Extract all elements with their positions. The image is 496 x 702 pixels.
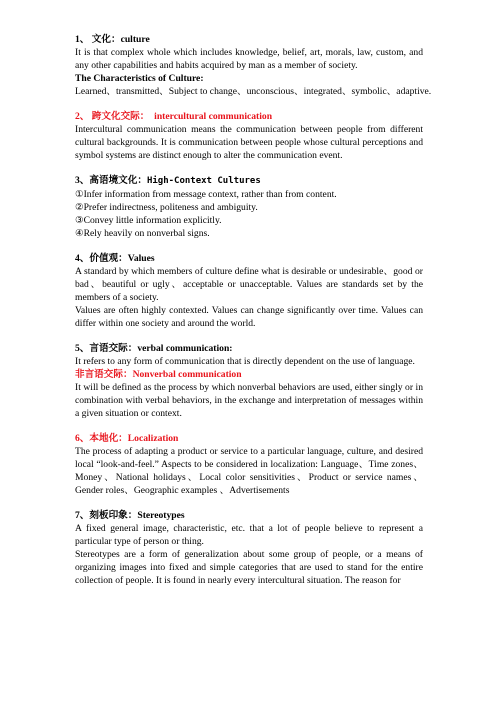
heading-en: intercultural communication [154, 111, 273, 122]
nonverbal-heading [75, 368, 423, 381]
nonverbal-definition-text: It will be defined as the process by which nonverbal behaviors are used, either singly or in combination with verbal behaviors, in the exchange and interpretation of messages within a given situation or context. [75, 382, 423, 419]
characteristics-list: Learned、transmitted、Subject to change、unconscious、integrated、symbolic、adaptive. [75, 86, 432, 97]
definition-text: It is that complex whole which includes knowledge, belief, art, morals, law, custom, and any other capabilities and habits acquired by man as a member of society. [75, 47, 423, 71]
heading-cn: 本地化： [89, 433, 128, 444]
section-culture [75, 33, 432, 98]
heading-en: Localization [127, 433, 179, 444]
characteristics-heading: The Characteristics of Culture: [75, 73, 204, 84]
section-heading [75, 110, 423, 123]
list-item: ④Rely heavily on nonverbal signs. [75, 228, 210, 239]
heading-cn: 非言语交际： [75, 369, 133, 380]
list-item: ②Prefer indirectness, politeness and ambiguity. [75, 202, 258, 213]
list-item: ③Convey little information explicitly. [75, 215, 222, 226]
heading-cn: 刻板印象： [89, 510, 138, 521]
section-heading [75, 33, 423, 46]
heading-en: Values [127, 253, 155, 264]
section-number: 3、 [75, 175, 90, 186]
section-verbal-communication [75, 342, 423, 420]
heading-en: Stereotypes [137, 510, 185, 521]
definition-text: A fixed general image, characteristic, etc. that a lot of people believe to represent a particular type of person or thing. [75, 523, 423, 547]
paragraph-text: Values are often highly contexted. Values can change significantly over time. Values can differ within one society and around the world. [75, 305, 423, 329]
section-heading [75, 342, 423, 355]
section-stereotypes [75, 509, 423, 587]
section-heading [75, 432, 423, 445]
section-heading [75, 174, 423, 188]
heading-en: Nonverbal communication [132, 369, 242, 380]
heading-en: verbal communication: [137, 343, 233, 354]
list-item: ①Infer information from message context, rather than from content. [75, 189, 337, 200]
paragraph-text: Stereotypes are a form of generalization about some group of people, or a means of organizing images into fixed and simple categories that are used to stand for the entire collection of people. It is found in nearly every intercultural situation. The reason for [75, 549, 423, 586]
section-values [75, 252, 423, 330]
heading-cn: 言语交际： [89, 343, 138, 354]
heading-en: culture [120, 34, 150, 45]
section-heading [75, 509, 423, 522]
heading-cn: 高语境文化： [89, 175, 147, 186]
section-number: 6、 [75, 433, 90, 444]
heading-en: High-Context Cultures [146, 176, 261, 186]
section-number: 4、 [75, 253, 90, 264]
section-intercultural-communication [75, 110, 423, 162]
section-localization [75, 432, 423, 497]
definition-text: The process of adapting a product or service to a particular language, culture, and desired local “look-and-feel.” Aspects to be considered in localization: Language、Time zones、Money、National holidays、Local color sensitivities、Product or service names、Gender roles、Geographic examples 、Advertisements [75, 446, 423, 496]
definition-text: A standard by which members of culture define what is desirable or undesirable、good or bad、beautiful or ugly、acceptable or unacceptable. Values are standards set by the members of a society. [75, 266, 423, 303]
section-number: 2、 [75, 111, 90, 122]
heading-cn: 价值观： [89, 253, 128, 264]
heading-cn: 跨文化交际： [91, 111, 150, 122]
document-page [75, 33, 432, 587]
heading-cn: 文化： [91, 34, 121, 45]
section-high-context-cultures [75, 174, 423, 240]
section-number: 7、 [75, 510, 90, 521]
definition-text: Intercultural communication means the communication between people from different cultural backgrounds. It is communication between people whose cultural perceptions and symbol systems are distinct enough to alter the communication event. [75, 124, 423, 161]
section-number: 1、 [75, 34, 90, 45]
section-number: 5、 [75, 343, 90, 354]
definition-text: It refers to any form of communication that is directly dependent on the use of language. [75, 356, 415, 367]
section-heading [75, 252, 423, 265]
